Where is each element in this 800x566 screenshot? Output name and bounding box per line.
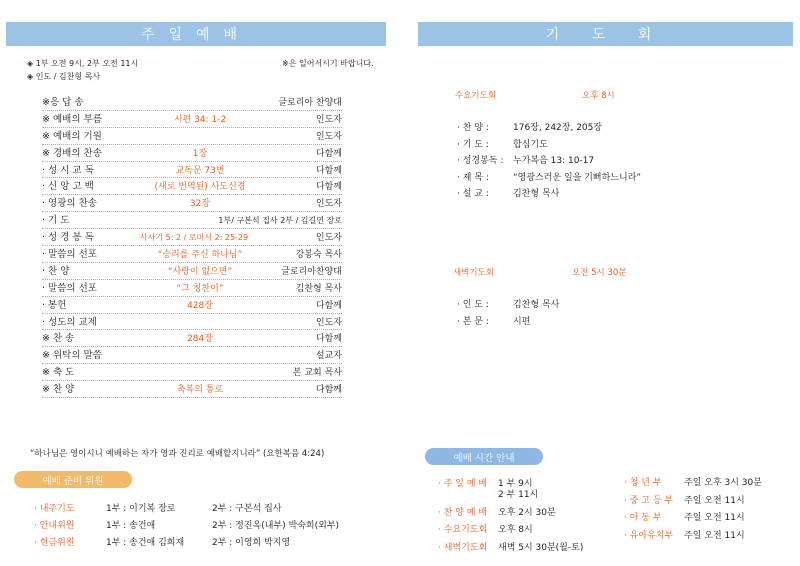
schedule-value: 주일 오전 11시	[684, 513, 745, 523]
prayer-banner: 기 도 회	[418, 22, 793, 46]
order-item-name: ※ 경배의 찬송	[42, 147, 102, 159]
order-item-name: · 말씀의 선포	[42, 249, 97, 261]
prayer-label: · 기 도 :	[457, 139, 489, 150]
order-item-leader: 본 교회 목사	[292, 368, 342, 379]
service-leader: ◈ 인도 / 김찬형 목사	[27, 72, 101, 81]
prayer-label: · 성경봉독 :	[457, 156, 504, 166]
order-row	[42, 246, 342, 263]
order-row	[42, 314, 342, 331]
order-item-name: · 신 앙 고 백	[42, 181, 94, 193]
prayer-label: · 설 교 :	[457, 189, 489, 199]
order-item-name: ※ 찬 송	[42, 333, 75, 345]
order-item-leader: 설교자	[315, 351, 342, 362]
order-item-name: · 성도의 교제	[42, 316, 97, 328]
order-item-detail: 1장	[192, 148, 208, 159]
order-item-leader: 인도자	[315, 131, 342, 142]
schedule-value: 주일 오후 3시 30분	[684, 478, 762, 488]
order-item-name: · 성 경 봉 독	[42, 232, 94, 244]
prayer-label: · 찬 양 :	[457, 123, 489, 133]
prayer-value: “영광스러운 일을 기뻐하느니라”	[513, 172, 642, 183]
order-item-name: ※ 예배의 부름	[42, 113, 102, 125]
wed-prayer-time: 오후 8시	[582, 91, 615, 101]
committee-role: · 헌금위원	[34, 538, 75, 548]
order-item-name: ※ 축 도	[42, 367, 75, 379]
order-item-name: · 성 시 교 독	[42, 164, 94, 176]
order-row	[42, 280, 342, 297]
order-item-detail: 284장	[187, 334, 213, 345]
prayer-label: · 제 목 :	[457, 172, 489, 183]
schedule-title: 예배 시간 안내	[425, 448, 543, 465]
committee-role: · 내주기도	[34, 504, 75, 514]
prayer-value: 시편	[513, 316, 531, 327]
schedule-value: 1 부 9시	[498, 479, 533, 489]
dawn-prayer-time: 오전 5시 30분	[572, 268, 627, 278]
order-item-leader: 인도자	[315, 199, 342, 210]
scripture-quote: “하나님은 영이시니 예배하는 자가 영과 진리로 예배할지니라” (요한복음 4:24)	[30, 449, 325, 459]
schedule-value: 오후 8시	[498, 525, 533, 535]
order-row	[42, 195, 342, 212]
order-item-leader: 다함께	[315, 148, 342, 159]
order-item-name: ※ 예배의 기원	[42, 130, 102, 142]
order-item-name: ※ 위탁의 말씀	[42, 350, 102, 362]
order-row	[42, 111, 342, 128]
order-item-detail: “승리를 주신 하나님”	[157, 250, 243, 261]
order-row	[42, 94, 342, 111]
prayer-label: · 인 도 :	[457, 300, 489, 310]
order-row	[42, 381, 342, 398]
order-item-leader: 1부/ 구본석 집사 2부 / 김길연 장로	[218, 216, 342, 226]
committee-second-service: 2부 : 구본석 집사	[212, 504, 282, 514]
order-item-name: · 봉헌	[42, 299, 67, 311]
order-item-leader: 인도자	[315, 317, 342, 328]
prayer-value: 합심기도	[513, 139, 548, 150]
order-item-leader: 글로리아 찬양대	[278, 98, 342, 108]
schedule-value: 오후 2시 30분	[498, 507, 556, 518]
order-row	[42, 263, 342, 280]
schedule-value: 주일 오전 11시	[684, 495, 745, 506]
order-item-leader: 다함께	[315, 334, 342, 345]
committee-role: · 안내위원	[34, 521, 75, 531]
order-item-leader: 인도자	[315, 233, 342, 244]
order-item-detail: 사사기 5: 2 / 로마서 2: 25-29	[139, 233, 249, 243]
committee-first-service: 1부 : 이기복 장로	[106, 504, 176, 514]
order-item-name: · 영광의 찬송	[42, 198, 97, 210]
order-item-name: · 말씀의 선포	[42, 282, 97, 294]
order-row	[42, 229, 342, 246]
schedule-label: · 아 동 부	[624, 513, 662, 523]
committee-title: 예배 준비 위원	[14, 471, 132, 488]
schedule-label: · 수요기도회	[438, 525, 488, 535]
order-row	[42, 297, 342, 314]
order-item-leader: 인도자	[315, 114, 342, 125]
order-item-name: · 찬 양	[42, 265, 70, 277]
order-item-detail: 교독문 73번	[175, 165, 225, 176]
order-item-leader: 글로리아찬양대	[281, 266, 342, 277]
schedule-label: · 청 년 부	[624, 478, 662, 488]
order-row	[42, 347, 342, 364]
prayer-value: 김찬형 목사	[513, 300, 560, 310]
order-item-leader: 강봉숙 목사	[295, 250, 342, 261]
order-item-leader: 다함께	[315, 385, 342, 396]
schedule-value: 주일 오전 11시	[684, 530, 745, 541]
order-row	[42, 330, 342, 347]
schedule-value: 새벽 5시 30분(월-토)	[498, 542, 584, 553]
schedule-label: · 유아유치부	[624, 530, 674, 541]
committee-first-service: 1부 : 송건애 김희재	[106, 538, 185, 548]
prayer-value: 누가복음 13: 10-17	[513, 156, 595, 166]
committee-first-service: 1부 : 송건애	[106, 521, 156, 531]
order-item-detail: “그 칭찬이”	[176, 283, 224, 294]
order-row	[42, 364, 342, 381]
order-item-detail: (새로 번역된) 사도신경	[154, 182, 246, 193]
order-item-leader: 김찬형 목사	[295, 283, 342, 294]
order-item-leader: 다함께	[315, 165, 342, 176]
schedule-label: · 주 일 예 배	[438, 479, 488, 489]
order-item-name: ※응 답 송	[42, 97, 84, 108]
order-item-leader: 다함께	[315, 300, 342, 311]
dawn-prayer-title: 새벽기도회	[453, 268, 495, 278]
order-row	[42, 145, 342, 162]
schedule-label: · 찬 양 예 배	[438, 507, 488, 518]
wed-prayer-title: 수요기도회	[455, 91, 497, 101]
order-item-detail: “사랑이 없으면”	[167, 266, 233, 277]
worship-banner: 주일예배	[6, 22, 386, 46]
service-times: ◈ 1부 오전 9시, 2부 오전 11시	[27, 59, 139, 68]
order-item-detail: 시편 34: 1-2	[173, 114, 227, 125]
schedule-value: 2 부 11시	[498, 490, 539, 500]
order-row	[42, 128, 342, 145]
schedule-label: · 중 고 등 부	[624, 495, 674, 506]
prayer-value: 김찬형 목사	[513, 189, 560, 199]
order-of-worship	[42, 94, 342, 398]
prayer-label: · 본 문 :	[457, 316, 489, 327]
standing-note: ※은 일어서시기 바랍니다.	[282, 59, 374, 68]
order-row	[42, 212, 342, 229]
order-item-name: · 기 도	[42, 215, 70, 227]
order-row	[42, 178, 342, 195]
committee-second-service: 2부 : 이영희 박지영	[212, 538, 291, 548]
committee-second-service: 2부 : 정진옥(내부) 박숙희(외부)	[212, 521, 340, 531]
order-item-detail: 축복의 통로	[176, 385, 224, 396]
order-item-name: ※ 찬 양	[42, 384, 75, 396]
prayer-value: 176장, 242장, 205장	[513, 123, 603, 133]
order-item-detail: 428장	[187, 300, 213, 311]
order-item-detail: 32장	[189, 199, 211, 210]
order-row	[42, 162, 342, 179]
order-item-leader: 다함께	[315, 182, 342, 193]
schedule-label: · 새벽기도회	[438, 542, 488, 553]
